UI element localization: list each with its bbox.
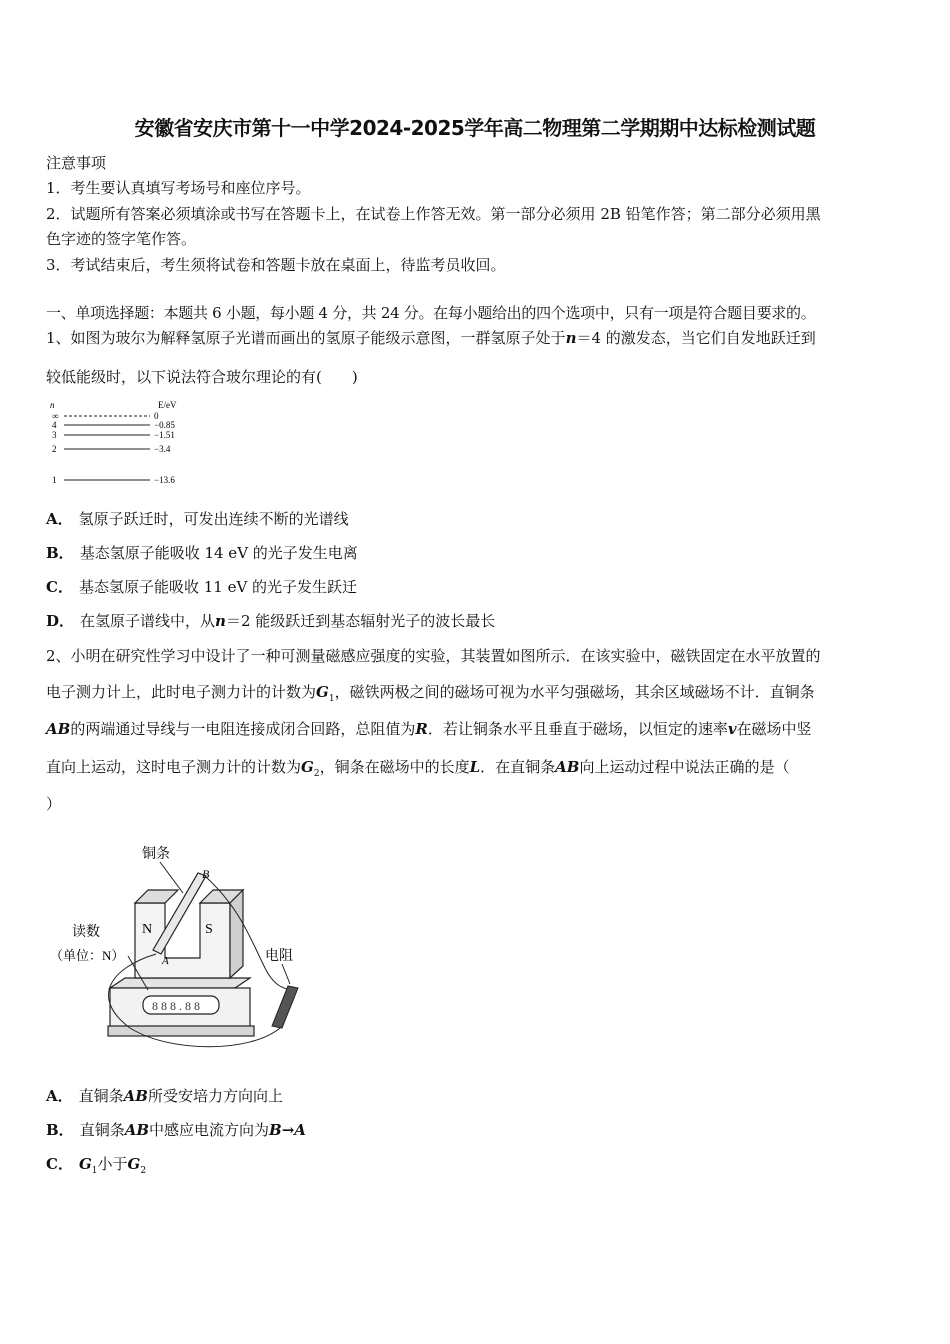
q2-stem-line5: ） xyxy=(46,795,62,813)
magnet-side xyxy=(230,890,243,978)
resistor-leader xyxy=(282,964,290,984)
q1-stem-line2: 较低能级时，以下说法符合玻尔理论的有( ) xyxy=(46,368,358,386)
notice-item: 3．考试结束后，考生须将试卷和答题卡放在桌面上，待监考员收回。 xyxy=(46,256,506,274)
energy-level xyxy=(52,420,175,430)
magnet-top-n xyxy=(135,890,178,903)
copper-label: 铜条 xyxy=(142,847,170,862)
notice-item: 1．考生要认真填写考场号和座位序号。 xyxy=(46,179,311,197)
n-pole-label: N xyxy=(142,922,153,937)
notice-heading: 注意事项 xyxy=(46,154,107,172)
q1-option-d[interactable]: D． 在氢原子谱线中，从n＝2 能级跃迁到基态辐射光子的波长最长 xyxy=(46,612,496,630)
q2-stem-line4: 直向上运动，这时电子测力计的计数为$G_2$，铜条在磁场中的长度L．在直铜条AB向上运动过程中说法正确的是（ xyxy=(46,758,790,779)
unit-label: （单位：N） xyxy=(50,948,125,963)
level-n-label: 3 xyxy=(52,430,57,440)
page-title: 安徽省安庆市第十一中学2024-2025学年高二物理第二学期期中达标检测试题 xyxy=(134,116,816,140)
reading-label: 读数 xyxy=(72,925,100,940)
copper-leader xyxy=(160,862,183,893)
level-energy-label: −1.51 xyxy=(154,430,175,440)
q2-option-b[interactable]: B． 直铜条AB中感应电流方向为B→A xyxy=(46,1121,306,1139)
level-n-label: 4 xyxy=(52,420,57,430)
energy-axis-label: E/eV xyxy=(158,400,177,410)
level-energy-label: −3.4 xyxy=(154,444,171,454)
resistor-label: 电阻 xyxy=(265,949,293,964)
q1-option-b[interactable]: B． 基态氢原子能吸收 14 eV 的光子发生电离 xyxy=(46,544,358,562)
magnet-apparatus-figure xyxy=(50,838,310,1058)
display-digits: 8 8 8 . 8 8 xyxy=(152,999,200,1013)
q1-option-c[interactable]: C． 基态氢原子能吸收 11 eV 的光子发生跃迁 xyxy=(46,578,358,596)
level-n-label: ∞ xyxy=(52,411,59,421)
a-end-label: A xyxy=(162,955,169,967)
level-n-label: 2 xyxy=(52,444,57,454)
scale-top xyxy=(110,978,250,988)
energy-level xyxy=(52,411,159,421)
q2-stem-line1: 2、小明在研究性学习中设计了一种可测量磁感应强度的实验，其装置如图所示．在该实验中，磁铁固定在水平放置的 xyxy=(46,647,821,665)
energy-level xyxy=(52,430,175,440)
q2-stem-line2: 电子测力计上，此时电子测力计的计数为$G_1$，磁铁两极之间的磁场可视为水平匀强磁场，其余区域磁场不计．直铜条 xyxy=(46,683,815,704)
q1-stem-line1: 1、如图为玻尔为解释氢原子光谱而画出的氢原子能级示意图，一群氢原子处于n＝4 的激发态，当它们自发地跃迁到 xyxy=(46,329,816,347)
level-n-label: 1 xyxy=(52,475,57,485)
section-heading: 一、单项选择题：本题共 6 小题，每小题 4 分，共 24 分。在每小题给出的四个选项中，只有一项是符合题目要求的。 xyxy=(46,304,816,322)
q2-option-a[interactable]: A． 直铜条AB所受安培力方向向上 xyxy=(46,1087,283,1105)
energy-level-diagram xyxy=(46,398,196,490)
n-axis-label: n xyxy=(50,400,55,410)
level-energy-label: 0 xyxy=(154,411,159,421)
q2-option-c[interactable]: C． $G_1$小于$G_2$ xyxy=(46,1155,147,1176)
notice-item: 色字迹的签字笔作答。 xyxy=(46,230,197,248)
q1-option-a[interactable]: A． 氢原子跃迁时，可发出连续不断的光谱线 xyxy=(46,510,349,528)
s-pole-label: S xyxy=(205,922,213,937)
resistor-body xyxy=(272,986,298,1028)
b-end-label: B xyxy=(202,867,210,881)
energy-level xyxy=(52,444,171,454)
energy-level xyxy=(52,475,175,485)
notice-item: 2．试题所有答案必须填涂或书写在答题卡上，在试卷上作答无效。第一部分必须用 2B 铅笔作答；第二部分必须用黑 xyxy=(46,205,821,223)
level-energy-label: −13.6 xyxy=(154,475,175,485)
q2-stem-line3: AB的两端通过导线与一电阻连接成闭合回路，总阻值为R．若让铜条水平且垂直于磁场，以恒定的速率v在磁场中竖 xyxy=(46,720,812,738)
level-energy-label: −0.85 xyxy=(154,420,175,430)
